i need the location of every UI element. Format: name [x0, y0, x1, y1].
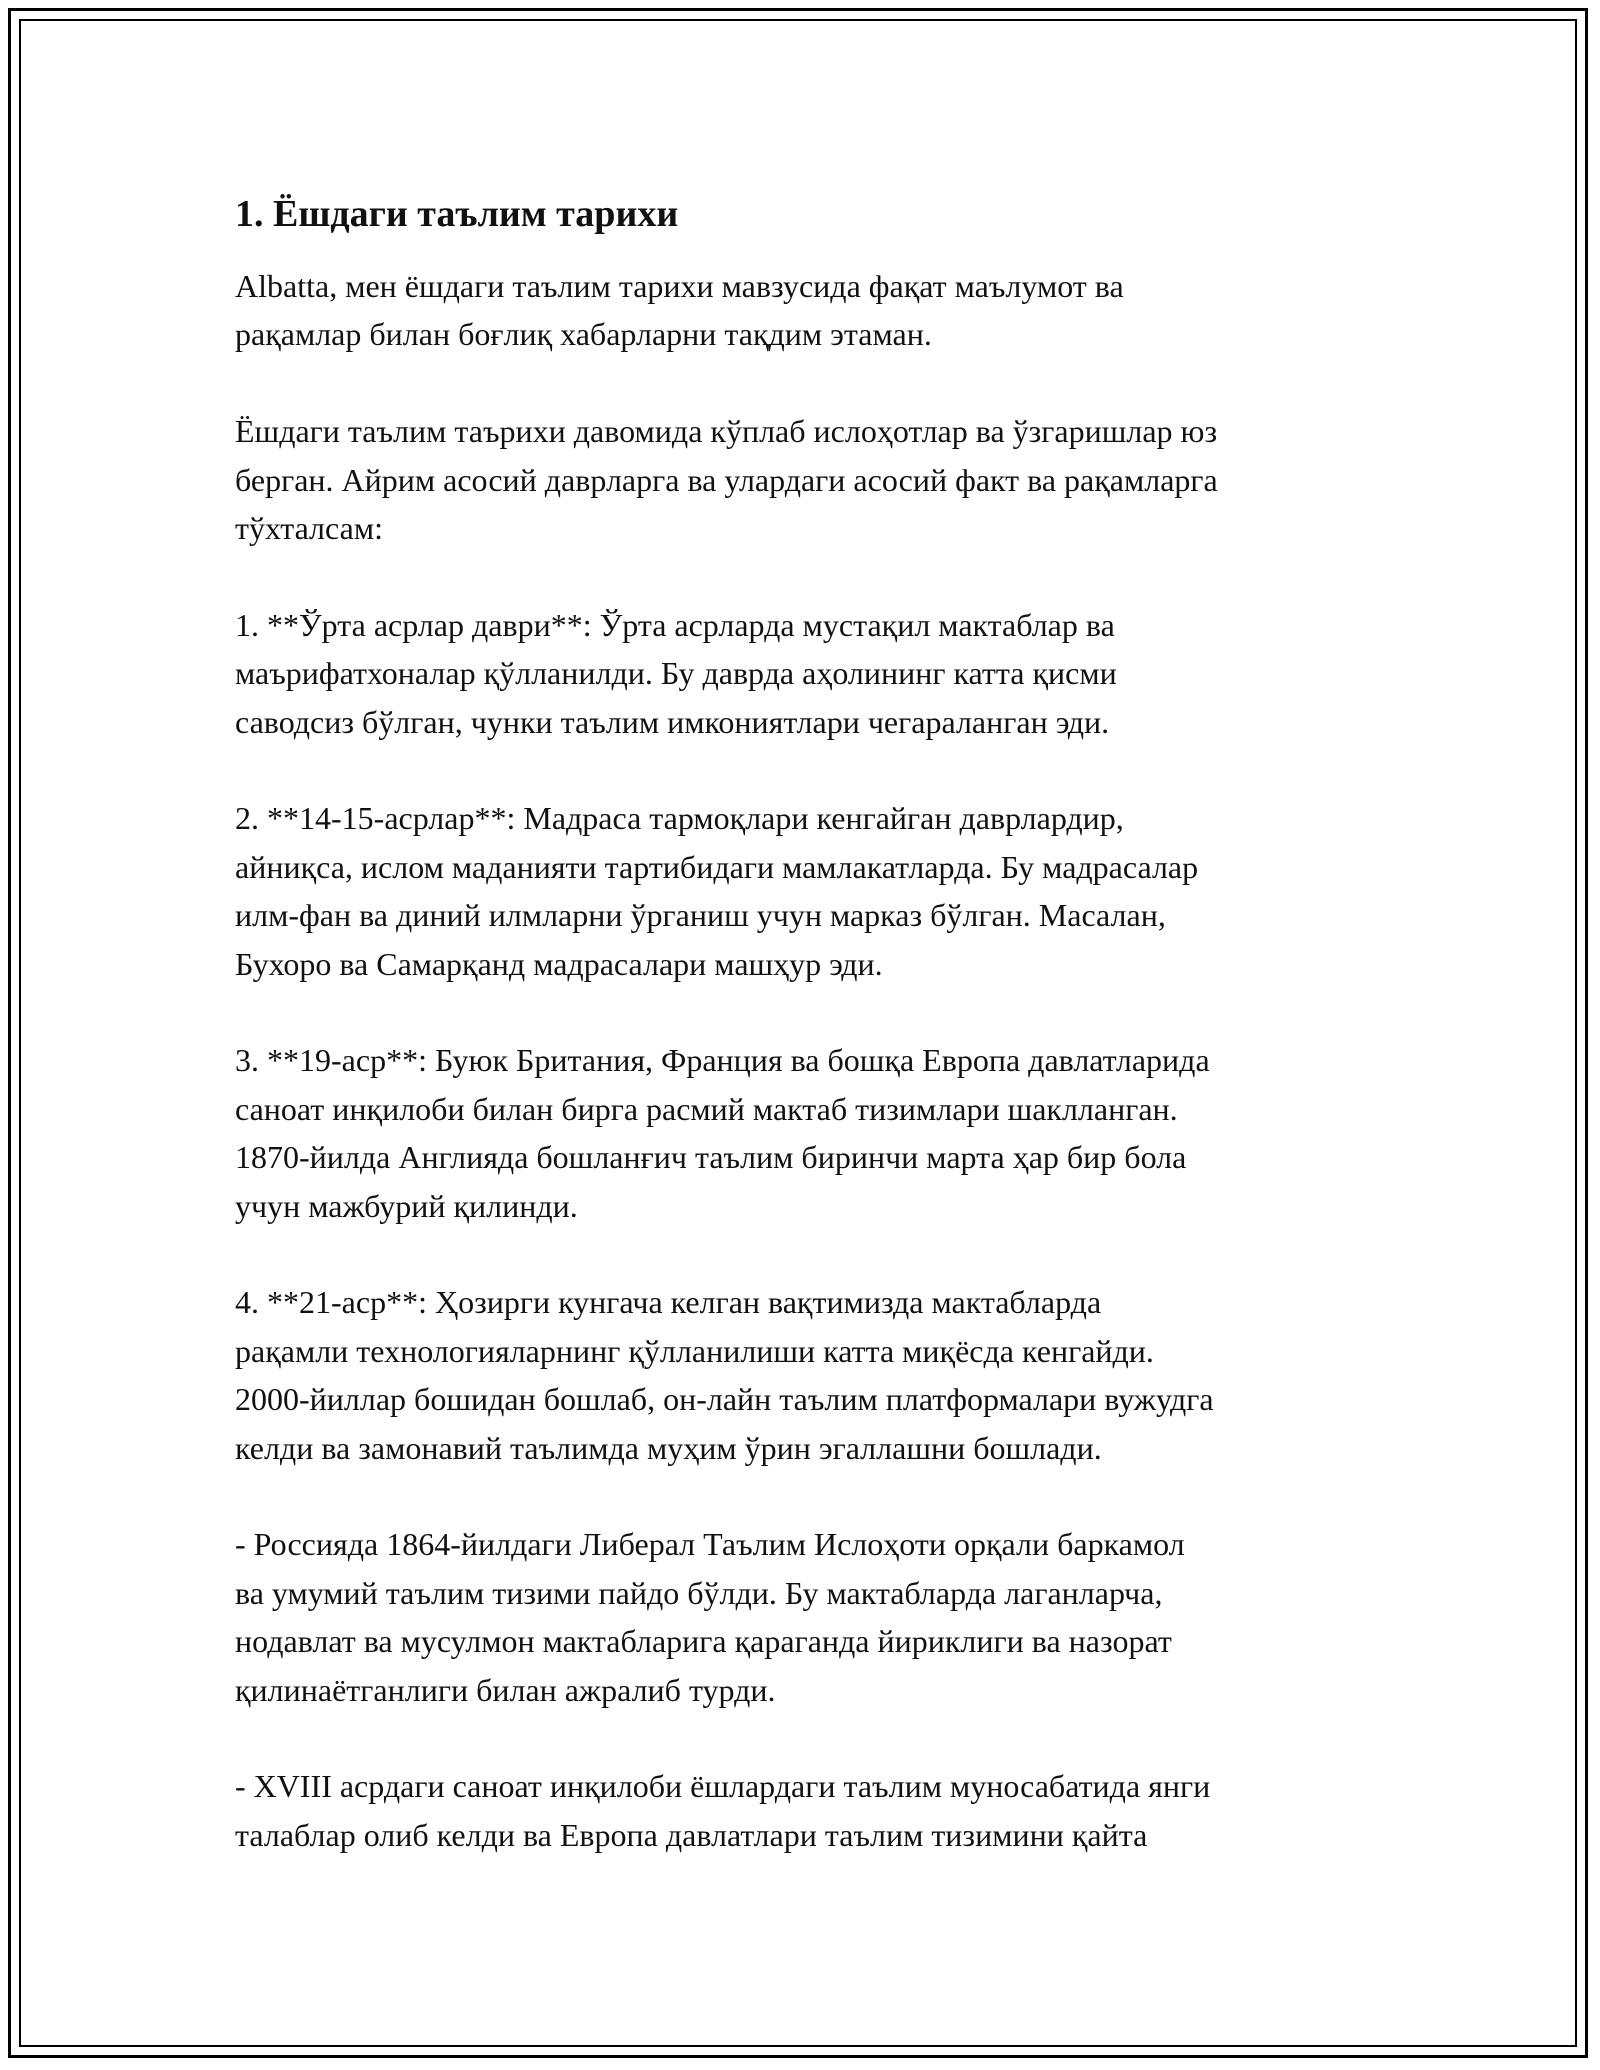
overview-paragraph: Ёшдаги таълим таърихи давомида кўплаб ислоҳотлар ва ўзгаришлар юз берган. Айрим асосий даврларга ва улардаги асосий факт ва рақамларга тўхталсам:: [235, 413, 1218, 547]
bullet-industrial-revolution: - XVIII асрдаги саноат инқилоби ёшлардаги таълим муносабатида янги талаблар олиб келди ва Европа давлатлари таълим тизимини қайта: [235, 1768, 1211, 1853]
intro-paragraph: Albatta, мен ёшдаги таълим тарихи мавзусида фақат маълумот ва рақамлар билан боғлиқ хабарларни тақдим этаман.: [235, 268, 1124, 353]
list-item-19th-century: 3. **19-аср**: Буюк Британия, Франция ва бошқа Европа давлатларида саноат инқилоби билан бирга расмий мактаб тизимлари шаклланган. 1870-йилда Англияда бошланғич таълим биринчи марта ҳар бир бола учун мажбурий қилинди.: [235, 1042, 1210, 1224]
list-item-middle-ages: 1. **Ўрта асрлар даври**: Ўрта асрларда мустақил мактаблар ва маърифатхоналар қўлланилди. Бу даврда аҳолининг катта қисми саводсиз бўлган, чунки таълим имкониятлари чегараланган эди.: [235, 606, 1117, 740]
section-heading: 1. Ёшдаги таълим тарихи: [235, 193, 679, 235]
list-item-21st-century: 4. **21-аср**: Ҳозирги кунгача келган вақтимизда мактабларда рақамли технологияларнинг қўлланилиши катта миқёсда кенгайди. 2000-йиллар бошидан бошлаб, он-лайн таълим платформалари вужудга келди ва замонавий таълимда муҳим ўрин эгаллашни бошлади.: [235, 1284, 1214, 1466]
bullet-russia-reform: - Россияда 1864-йилдаги Либерал Таълим Ислоҳоти орқали баркамол ва умумий таълим тизими пайдо бўлди. Бу мактабларда лаганларча, нодавлат ва мусулмон мактабларига қараганда йириклиги ва назорат қилинаётганлиги билан ажралиб турди.: [235, 1526, 1185, 1708]
document-body: [235, 190, 1375, 1859]
list-item-14-15-centuries: 2. **14-15-асрлар**: Мадраса тармоқлари кенгайган даврлардир, айниқса, ислом маданияти тартибидаги мамлакатларда. Бу мадрасалар илм-фан ва диний илмларни ўрганиш учун марказ бўлган. Масалан, Бухоро ва Самарқанд мадрасалари машҳур эди.: [235, 800, 1199, 982]
